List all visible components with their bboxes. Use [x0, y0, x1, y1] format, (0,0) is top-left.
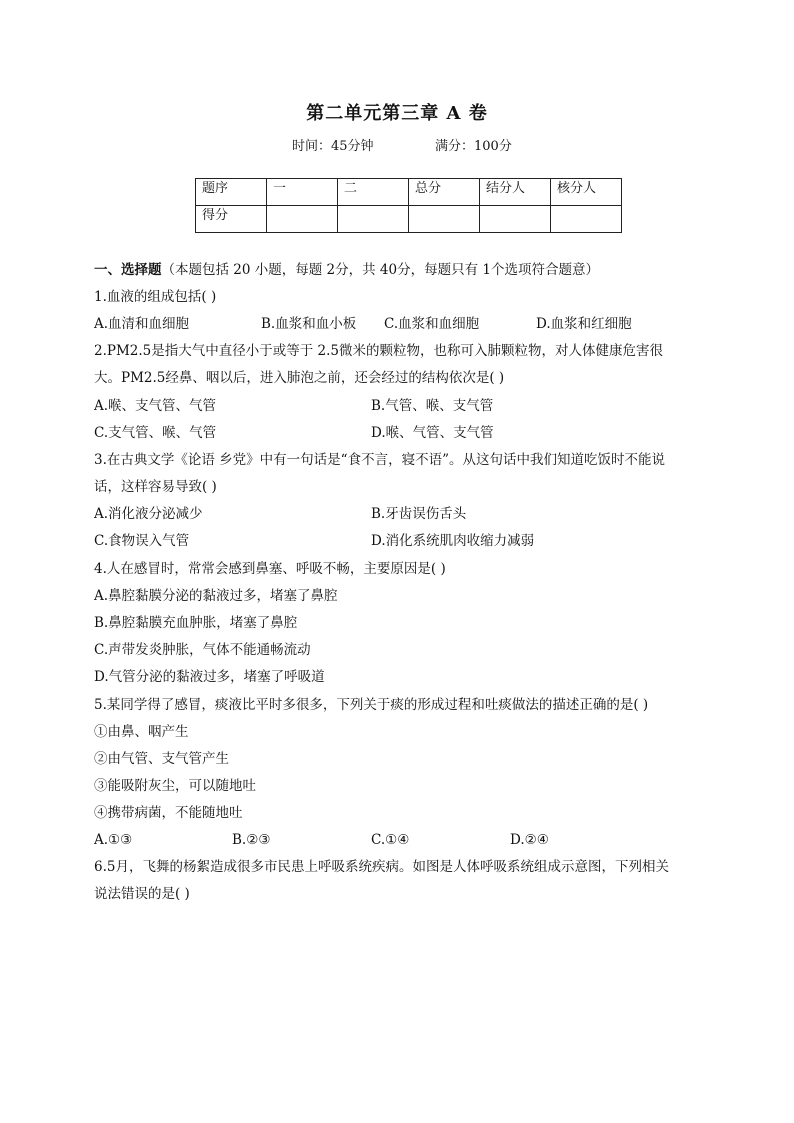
question-3-stem: 3.在古典文学《论语 乡党》中有一句话是“食不言，寝不语”。从这句话中我们知道吃饭时不能说 — [94, 452, 665, 468]
question-5-statement-3: ③能吸附灰尘，可以随地吐 — [94, 778, 256, 794]
question-1-stem: 1.血液的组成包括( ) — [94, 289, 217, 305]
section-heading — [94, 261, 599, 279]
question-2-option-d: D.喉、气管、支气管 — [371, 425, 494, 441]
exam-time: 时间：45分钟 — [292, 139, 374, 154]
question-3-option-b: B.牙齿误伤舌头 — [371, 506, 467, 522]
score-row-label: 得分 — [196, 206, 267, 233]
question-5-option-a: A.①③ — [94, 832, 133, 848]
question-5-option-b: B.②③ — [232, 832, 271, 848]
question-4-option-d: D.气管分泌的黏液过多，堵塞了呼吸道 — [94, 669, 325, 685]
question-5-statement-1: ①由鼻、咽产生 — [94, 724, 189, 740]
question-2-option-b: B.气管、喉、支气管 — [371, 398, 494, 414]
question-4-option-b: B.鼻腔黏膜充血肿胀，堵塞了鼻腔 — [94, 615, 298, 631]
question-5-statement-2: ②由气管、支气管产生 — [94, 751, 229, 767]
question-2-option-c: C.支气管、喉、气管 — [94, 425, 217, 441]
score-cell[interactable] — [551, 206, 622, 233]
score-table-header-row — [196, 179, 622, 206]
score-table-header: 二 — [338, 179, 409, 206]
question-3-option-c: C.食物误入气管 — [94, 533, 190, 549]
section-note: （本题包括 20 小题，每题 2分，共 40分，每题只有 1个选项符合题意） — [161, 262, 599, 278]
section-title: 一、选择题 — [94, 262, 162, 278]
question-5-option-c: C.①④ — [371, 832, 410, 848]
question-1-option-c: C.血浆和血细胞 — [384, 316, 480, 332]
full-score: 满分：100分 — [435, 139, 512, 154]
score-cell[interactable] — [267, 206, 338, 233]
page-title: 第二单元第三章 A 卷 — [306, 103, 488, 124]
question-3-option-a: A.消化液分泌减少 — [94, 506, 203, 522]
question-1-option-a: A.血清和血细胞 — [94, 316, 190, 332]
score-table-header: 结分人 — [480, 179, 551, 206]
score-table-header: 核分人 — [551, 179, 622, 206]
question-2-stem: 2.PM2.5是指大气中直径小于或等于 2.5微米的颗粒物，也称可入肺颗粒物，对人体健康危害很 — [94, 343, 664, 359]
question-4-option-c: C.声带发炎肿胀，气体不能通畅流动 — [94, 642, 311, 658]
score-table-header: 一 — [267, 179, 338, 206]
question-2-option-a: A.喉、支气管、气管 — [94, 398, 217, 414]
score-table-header: 总分 — [409, 179, 480, 206]
score-cell[interactable] — [338, 206, 409, 233]
question-5-statement-4: ④携带病菌，不能随地吐 — [94, 805, 243, 821]
question-6-stem: 说法错误的是( ) — [94, 886, 190, 902]
question-6-stem: 6.5月，飞舞的杨絮造成很多市民患上呼吸系统疾病。如图是人体呼吸系统组成示意图，下列相关 — [94, 859, 669, 875]
score-table-header: 题序 — [196, 179, 267, 206]
question-1-option-b: B.血浆和血小板 — [261, 316, 357, 332]
question-5-stem: 5.某同学得了感冒，痰液比平时多很多，下列关于痰的形成过程和吐痰做法的描述正确的是( ) — [94, 697, 649, 713]
question-3-option-d: D.消化系统肌肉收缩力减弱 — [371, 533, 535, 549]
question-4-stem: 4.人在感冒时，常常会感到鼻塞、呼吸不畅，主要原因是( ) — [94, 561, 446, 577]
score-table — [195, 178, 622, 233]
question-2-stem: 大。PM2.5经鼻、咽以后，进入肺泡之前，还会经过的结构依次是( ) — [94, 370, 505, 386]
question-1-option-d: D.血浆和红细胞 — [536, 316, 632, 332]
question-5-option-d: D.②④ — [510, 832, 549, 848]
score-table-row — [196, 206, 622, 233]
question-4-option-a: A.鼻腔黏膜分泌的黏液过多，堵塞了鼻腔 — [94, 588, 338, 604]
score-cell[interactable] — [480, 206, 551, 233]
score-cell[interactable] — [409, 206, 480, 233]
question-3-stem: 话，这样容易导致( ) — [94, 479, 217, 495]
